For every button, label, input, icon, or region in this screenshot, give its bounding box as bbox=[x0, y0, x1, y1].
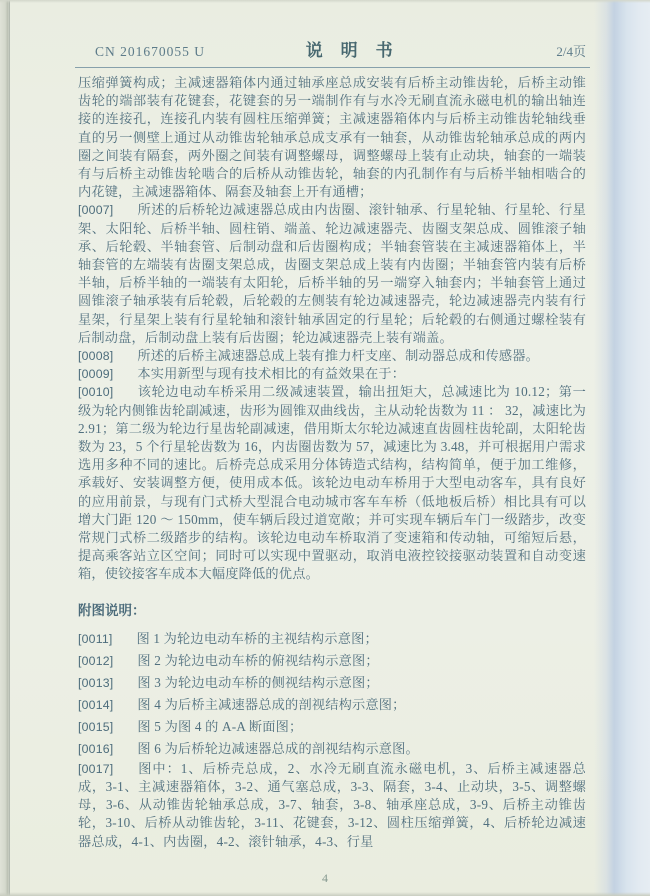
page-footer bbox=[0, 871, 650, 886]
paragraph-0009 bbox=[78, 365, 586, 383]
page-indicator: 2/4页 bbox=[556, 44, 586, 59]
figure-item-0013 bbox=[78, 672, 586, 694]
paragraph-number: [0011] bbox=[78, 631, 113, 646]
figure-caption: 图 5 为图 4 的 A-A 断面图； bbox=[137, 718, 303, 734]
paragraph-text: 压缩弹簧构成；主减速器箱体内通过轴承座总成安装有后桥主动锥齿轮，后桥主动锥齿轮的端部装有花键套，花键套的另一端制作有与水冷无刷直流永磁电机的输出轴连接的连接孔，连接孔内装有圆柱压缩弹簧；主减速器箱体内与后桥主动锥齿轮轴线垂直的另一侧壁上通过从动锥齿轮轴承总成支承有一轴套，从动锥齿轮轴承总成的两内圈之间装有隔套，两外圈之间装有调整螺母，调整螺母上装有止动块，轴套的一端装有与后桥主动锥齿轮啮合的后桥从动锥齿轮，轴套的内孔制作有与后桥半轴相啮合的内花键，主减速器箱体、隔套及轴套上开有通槽； bbox=[78, 75, 586, 200]
paragraph-text: 图中：1、后桥壳总成，2、水冷无刷直流永磁电机，3、后桥主减速器总成，3-1、主减速器箱体，3-2、通气塞总成，3-3、隔套，3-4、止动块，3-5、调整螺母，3-6、从动锥齿轮轴承总成，3-7、轴套，3-8、轴承座总成，3-9、后桥主动锥齿轮，3-10、后桥从动锥齿轮，3-11、花键套，3-12、圆柱压缩弹簧，4、后桥轮边减速器总成，4-1、内齿圈，4-2、滚针轴承，4-3、行星 bbox=[78, 760, 586, 849]
paragraph-text: 所述的后桥轮边减速器总成由内齿圈、滚针轴承、行星轮轴、行星轮、行星架、太阳轮、后桥半轴、圆柱销、端盖、轮边减速器壳、齿圈支架总成、圆锥滚子轴承、后轮毂、半轴套管、后制动盘和后齿圈构成；半轴套管装在主减速器箱体上，半轴套管的左端装有齿圈支架总成，齿圈支架总成上装有内齿圈；半轴套管内装有后桥半轴，后桥半轴的一端装有太阳轮，后桥半轴的另一端穿入轴套内；半轴套管上通过圆锥滚子轴承装有后轮毂，后轮毂的左侧装有轮边减速器壳，轮边减速器壳内装有行星架，行星架上装有行星轮轴和滚针轴承固定的行星轮；后轮毂的右侧通过螺栓装有后制动盘，后制动盘上装有后齿圈；轮边减速器壳上装有端盖。 bbox=[78, 202, 586, 345]
paragraph-number: [0016] bbox=[78, 741, 114, 756]
paragraph-number: [0012] bbox=[78, 653, 114, 668]
document-number: CN 201670055 U bbox=[95, 44, 206, 59]
document-title: 说明书 bbox=[305, 41, 411, 60]
paragraph-0007 bbox=[78, 201, 586, 347]
figure-item-0012 bbox=[78, 650, 586, 672]
figure-item-0016 bbox=[78, 738, 586, 760]
paragraph-number: [0008] bbox=[78, 349, 114, 364]
figure-item-0011 bbox=[78, 628, 586, 650]
paragraph-number: [0007] bbox=[78, 203, 114, 218]
paragraph-number: [0015] bbox=[78, 719, 114, 734]
paragraph-number: [0017] bbox=[78, 761, 114, 776]
figure-caption: 图 4 为后桥主减速器总成的剖视结构示意图； bbox=[137, 696, 406, 712]
header-divider bbox=[75, 67, 590, 68]
paragraph-0010 bbox=[78, 383, 586, 583]
figure-caption: 图 1 为轮边电动车桥的主视结构示意图； bbox=[136, 630, 378, 646]
figure-item-0014 bbox=[78, 694, 586, 716]
paragraph-0008 bbox=[78, 347, 586, 365]
figure-caption: 图 6 为后桥轮边减速器总成的剖视结构示意图。 bbox=[137, 740, 419, 756]
paragraph-continuation bbox=[78, 74, 586, 201]
page-number: 4 bbox=[322, 870, 328, 885]
paragraph-number: [0013] bbox=[78, 675, 114, 690]
figure-caption: 图 2 为轮边电动车桥的俯视结构示意图； bbox=[137, 652, 379, 668]
paragraph-text: 所述的后桥主减速器总成上装有推力杆支座、制动器总成和传感器。 bbox=[137, 348, 540, 364]
paragraph-number: [0009] bbox=[78, 367, 114, 382]
paragraph-text: 该轮边电动车桥采用二级减速装置，输出扭矩大，总减速比为 10.12；第一级为轮内侧锥齿轮副减速，齿形为圆锥双曲线齿，主从动轮齿数为 11 ： 32，减速比为 2.91；第二级为轮边行星齿轮副减速，借用斯太尔轮边减速直齿圆柱齿轮副，太阳轮齿数为 23，5 个行星轮齿数为 16，内齿圈齿数为 57，减速比为 3.48，并可根据用户需求选用多种不同的速比。后桥壳总成采用分体铸造式结构，结构简单，便于加工维修，承载好、安装调整方便，使用成本低。该轮边电动车桥用于大型电动客车，具有良好的应用前景，与现有门式桥大型混合电动城市客车车桥（低地板后桥）相比具有可以增大门距 120 ～ 150mm，使车辆后段过道宽敞；并可实现车辆后车门一级踏步，改变常规门式桥二级踏步的结构。该轮边电动车桥取消了变速箱和传动轴，可缩短后悬，提高乘客站立区空间；同时可以实现中置驱动，取消电液控铰接驱动装置和自动变速箱，使铰接客车成本大幅度降低的优点。 bbox=[78, 384, 586, 582]
paragraph-0017-reference-list bbox=[78, 760, 586, 851]
figure-caption: 图 3 为轮边电动车桥的侧视结构示意图； bbox=[137, 674, 379, 690]
figures-section-heading: 附图说明： bbox=[78, 602, 146, 618]
figure-item-0015 bbox=[78, 716, 586, 738]
document-body bbox=[0, 68, 650, 851]
paragraph-number: [0010] bbox=[78, 385, 114, 400]
paragraph-text: 本实用新型与现有技术相比的有益效果在于： bbox=[137, 366, 406, 382]
document-header bbox=[0, 0, 650, 61]
scan-bottom-edge-shadow bbox=[0, 892, 650, 896]
paragraph-number: [0014] bbox=[78, 697, 114, 712]
